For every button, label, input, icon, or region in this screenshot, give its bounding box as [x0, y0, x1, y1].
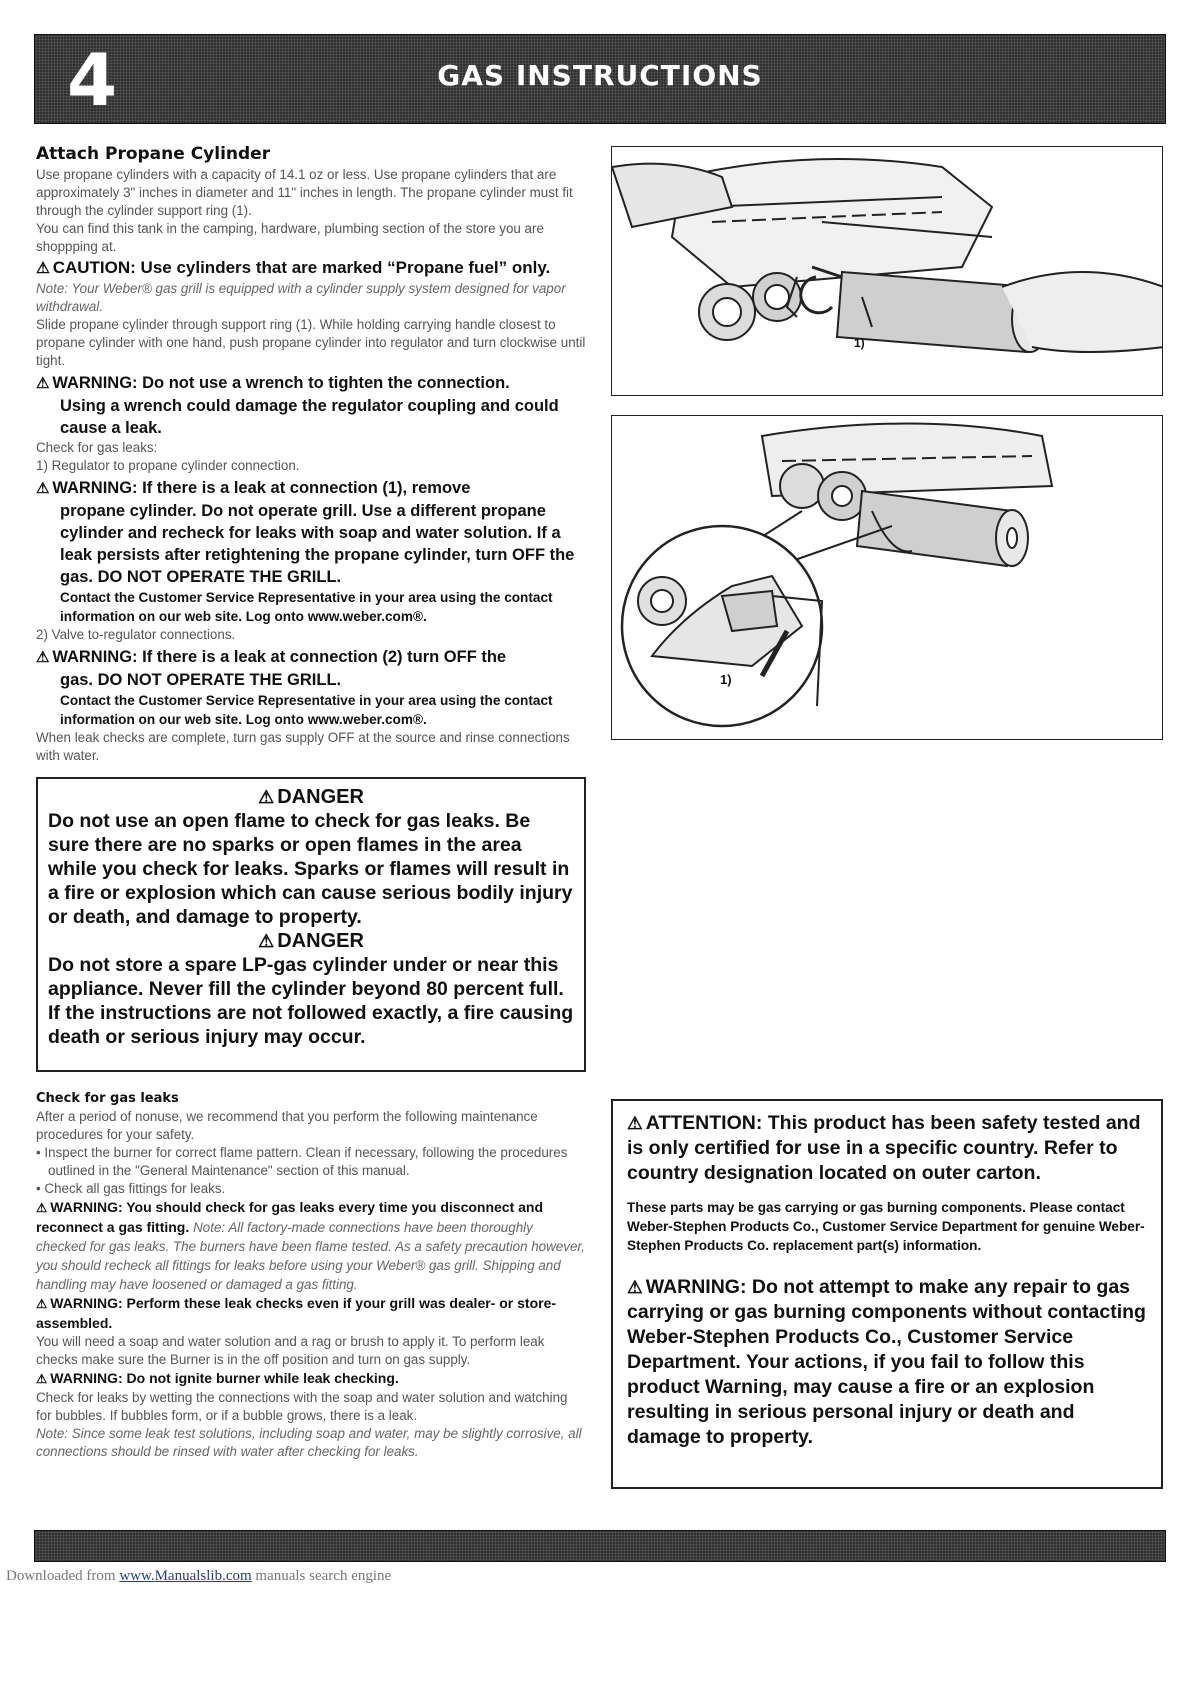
attach-paragraph-2: You can find this tank in the camping, hardware, plumbing section of the store you are shoppping at. — [36, 221, 544, 254]
attach-heading: Attach Propane Cylinder — [36, 144, 271, 164]
download-credit — [6, 1568, 391, 1585]
bullet-burner: • Inspect the burner for correct flame pattern. Clean if necessary, following the procedures outlined in the "General Maintenance" section of this manual. — [36, 1145, 568, 1178]
warning-triangle-icon: ⚠ — [36, 650, 50, 666]
attention-text: ATTENTION: This product has been safety tested and is only certified for use in a specific country. Refer to country designation located on outer carton. — [627, 1112, 1141, 1184]
grill-cylinder-drawing — [612, 147, 1163, 396]
danger-title-2-text: DANGER — [277, 930, 364, 952]
check-leaks-section — [36, 1091, 586, 1461]
danger-title-1-text: DANGER — [277, 786, 364, 808]
attach-paragraph-1: Use propane cylinders with a capacity of 14.1 oz or less. Use propane cylinders that are approximately 3" inches in diameter and 11" inches in length. The propane cylinder must fit through the cylinder support ring (1). — [36, 167, 573, 218]
contact-info-2: Contact the Customer Service Representative in your area using the contact information on our web site. Log onto www.weber.com®. — [60, 693, 553, 727]
grill-detail-drawing — [612, 416, 1163, 740]
repair-warning-text: WARNING: Do not attempt to make any repair to gas carrying or gas burning components without contacting Weber-Stephen Products Co., Customer Service Department. Your actions, if you fail to follow this product Warning, may cause a fire or an explosion resulting in serious personal injury or death and damage to property. — [627, 1276, 1146, 1448]
reconnect-warning — [36, 1198, 586, 1294]
check-leaks-heading: Check for gas leaks — [36, 1091, 179, 1106]
bullet-fittings: • Check all gas fittings for leaks. — [36, 1181, 226, 1196]
warning-triangle-icon: ⚠ — [627, 1277, 643, 1297]
wrench-warning-rest: Using a wrench could damage the regulator coupling and could cause a leak. — [60, 397, 559, 437]
cylinder-attach-illustration — [611, 146, 1163, 396]
wrench-warning-line1: WARNING: Do not use a wrench to tighten the connection. — [52, 374, 510, 392]
section-number: 4 — [66, 38, 118, 122]
bubbles-paragraph: Check for leaks by wetting the connections with the soap and water solution and watching for bubbles. If bubbles form, or if a bubble grows, there is a leak. — [36, 1390, 568, 1423]
attention-box — [611, 1099, 1163, 1489]
step-2: 2) Valve to-regulator connections. — [36, 627, 236, 642]
manualslib-link[interactable]: www.Manualslib.com — [119, 1568, 252, 1584]
ignite-warning — [36, 1369, 586, 1389]
vapor-note: Note: Your Weber® gas grill is equipped with a cylinder supply system designed for vapor withdrawal. — [36, 281, 566, 314]
section-header — [34, 34, 1166, 124]
attention-notice — [627, 1111, 1147, 1186]
leak-check-illustration — [611, 415, 1163, 740]
check-intro: After a period of nonuse, we recommend that you perform the following maintenance procedures for your safety. — [36, 1109, 538, 1142]
step-1: 1) Regulator to propane cylinder connection. — [36, 458, 300, 473]
dealer-assembled-warning — [36, 1294, 586, 1333]
figure-callout-2: 1) — [720, 672, 732, 687]
figure-callout-1: 1) — [854, 336, 865, 350]
wrench-warning — [36, 372, 586, 439]
factory-note: Note: All factory-made connections have been thoroughly checked for gas leaks. The burners have been flame tested. As a safety precaution however, you should recheck all fittings for leaks before using your Weber® gas grill. Shipping and handling may have loosened or damaged a gas fitting. — [36, 1220, 585, 1292]
warning-triangle-icon: ⚠ — [36, 376, 50, 392]
leak-connection-2-warning — [36, 646, 586, 691]
leak-warning-2-rest: gas. DO NOT OPERATE THE GRILL. — [60, 671, 342, 689]
leak-warning-1-rest: propane cylinder. Do not operate grill. Use a different propane cylinder and recheck for leaks with soap and water solution. If a leak persists after retightening the propane cylinder, turn OFF the gas. DO NOT OPERATE THE GRILL. — [60, 502, 575, 586]
soap-solution-paragraph: You will need a soap and water solution and a rag or brush to apply it. To perform leak checks make sure the Burner is in the off position and turn on gas supply. — [36, 1334, 545, 1367]
dealer-warning-text: WARNING: Perform these leak checks even if your grill was dealer- or store-assembled. — [36, 1295, 557, 1331]
warning-triangle-icon: ⚠ — [36, 1297, 48, 1311]
repair-warning — [627, 1275, 1147, 1450]
download-prefix: Downloaded from — [6, 1568, 120, 1584]
warning-triangle-icon: ⚠ — [258, 787, 275, 807]
reconnect-warning-text: WARNING: You should check for gas leaks every time you disconnect and reconnect a gas fitting. — [36, 1199, 544, 1235]
attach-paragraph-4: When leak checks are complete, turn gas supply OFF at the source and rinse connections with water. — [36, 730, 570, 763]
leak-connection-1-warning — [36, 477, 586, 588]
corrosive-note: Note: Since some leak test solutions, including soap and water, may be slightly corrosive, all connections should be rinsed with water after checking for leaks. — [36, 1426, 582, 1459]
footer-band — [34, 1530, 1166, 1562]
parts-info: These parts may be gas carrying or gas burning components. Please contact Weber-Stephen Products Co., Customer Service Department for genuine Weber-Stephen Products Co. replacement part(s) information. — [627, 1200, 1145, 1253]
danger-title-1 — [48, 785, 574, 809]
attach-paragraph-3: Slide propane cylinder through support ring (1). While holding carrying handle closest to propane cylinder with one hand, push propane cylinder into regulator and turn clockwise until tight. — [36, 317, 586, 368]
page-title: GAS INSTRUCTIONS — [437, 59, 763, 92]
danger-text-1: Do not use an open flame to check for gas leaks. Be sure there are no sparks or open flames in the area while you check for leaks. Sparks or flames will result in a fire or explosion which can cause serious bodily injury or death, and damage to property. — [48, 810, 573, 928]
leak-warning-2-line1: WARNING: If there is a leak at connection (2) turn OFF the — [52, 648, 507, 666]
warning-triangle-icon: ⚠ — [36, 1372, 48, 1386]
danger-box — [36, 777, 586, 1072]
warning-triangle-icon: ⚠ — [36, 1201, 48, 1215]
caution-notice — [36, 257, 586, 280]
warning-triangle-icon: ⚠ — [36, 260, 50, 277]
attach-cylinder-section — [36, 144, 586, 765]
danger-text-2: Do not store a spare LP-gas cylinder under or near this appliance. Never fill the cylinder beyond 80 percent full. If the instructions are not followed exactly, a fire causing death or serious injury may occur. — [48, 954, 574, 1048]
warning-triangle-icon: ⚠ — [627, 1113, 643, 1133]
contact-info-1: Contact the Customer Service Representative in your area using the contact information on our web site. Log onto www.weber.com®. — [60, 590, 553, 624]
danger-title-2 — [48, 929, 574, 953]
ignite-warning-text: WARNING: Do not ignite burner while leak checking. — [50, 1370, 399, 1386]
check-leaks-label: Check for gas leaks: — [36, 440, 158, 455]
caution-text: CAUTION: Use cylinders that are marked “Propane fuel” only. — [52, 258, 551, 277]
leak-warning-1-line1: WARNING: If there is a leak at connection (1), remove — [52, 479, 471, 497]
download-suffix: manuals search engine — [251, 1568, 392, 1584]
warning-triangle-icon: ⚠ — [258, 931, 275, 951]
warning-triangle-icon: ⚠ — [36, 481, 50, 497]
